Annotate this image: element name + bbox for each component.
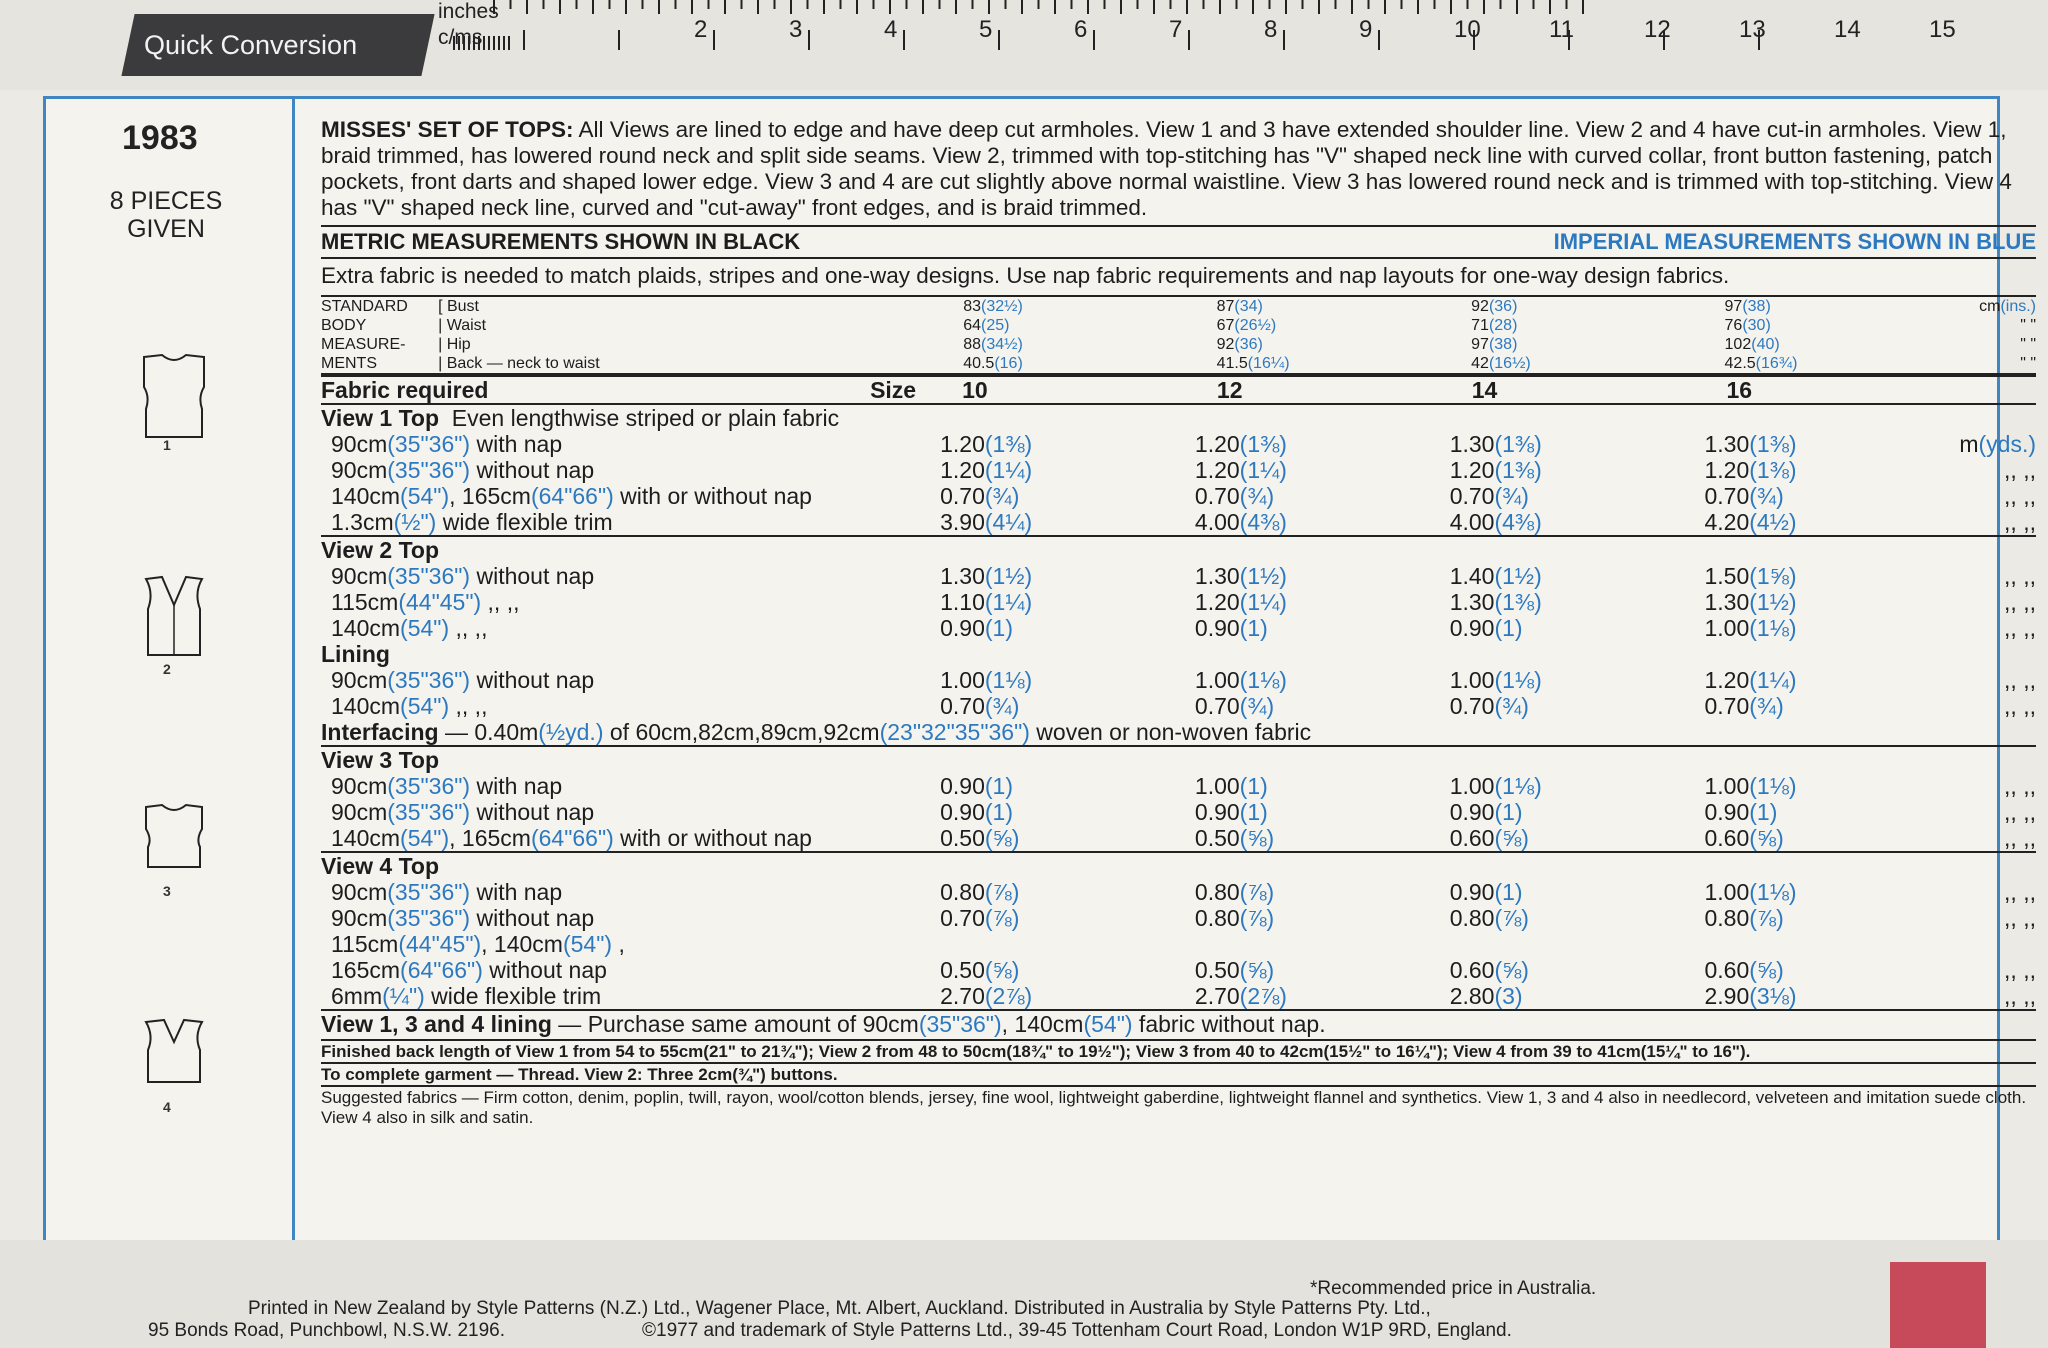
lining-title-row [321, 641, 2036, 667]
fabric-unit: ,, ,, [2004, 879, 2036, 905]
conversion-ruler [424, 0, 2048, 60]
body-measure-name: [ Bust [438, 298, 479, 315]
view-title-row [321, 852, 2036, 879]
fabric-width: 1.3cm(½") wide flexible trim [331, 509, 613, 535]
view-title: View 2 Top [321, 536, 2036, 563]
interfacing-row [321, 719, 2036, 746]
fabric-unit: ,, ,, [2004, 825, 2036, 851]
fabric-header-row [321, 376, 2036, 404]
fabric-unit [1959, 931, 2036, 957]
fabric-amount [1705, 931, 1960, 957]
description [321, 117, 2036, 221]
fabric-row [321, 825, 2036, 852]
fabric-amount: 0.80(⅞) [940, 879, 1020, 905]
ruler-cm-10: 10 [1454, 16, 1481, 43]
fabric-amount: 1.00(1⅛) [1704, 879, 1797, 905]
fabric-row [321, 431, 2036, 457]
body-row [321, 354, 2036, 374]
body-value: 42.5(16¾) [1724, 355, 1798, 372]
quick-conversion-badge: Quick Conversion [121, 14, 434, 76]
fabric-amount: 0.90(1) [1449, 879, 1523, 905]
fabric-width: 115cm(44"45"), 140cm(54") , [331, 931, 625, 957]
fabric-width: 140cm(54") ,, ,, [331, 615, 488, 641]
ruler-cm-4: 4 [884, 16, 898, 43]
fabric-unit: ,, ,, [2004, 483, 2036, 509]
fabric-amount: 0.50(⅝) [1194, 825, 1275, 851]
fabric-amount: 2.70(2⅞) [940, 983, 1033, 1009]
metric-heading: METRIC MEASUREMENTS SHOWN IN BLACK [321, 229, 801, 254]
body-value: 40.5(16) [963, 355, 1023, 372]
view-1-sketch-icon [124, 347, 224, 507]
fabric-amount: 1.20(1⅜) [1194, 431, 1287, 457]
content-area [321, 117, 2036, 1128]
fabric-amount: 1.30(1⅜) [1449, 589, 1542, 615]
fabric-amount: 1.40(1½) [1449, 563, 1542, 589]
complete-garment: To complete garment — Thread. View 2: Three 2cm(¾") buttons. [321, 1062, 2036, 1085]
fabric-amount: 0.80(⅞) [1194, 879, 1275, 905]
fabric-amount: 1.30(1½) [1704, 589, 1797, 615]
fabric-amount: 0.90(1) [1449, 615, 1523, 641]
fabric-amount: 1.20(1¼) [1704, 667, 1797, 693]
pieces-given: 8 PIECES GIVEN [109, 187, 223, 243]
body-row [321, 316, 2036, 335]
ruler-cm-3: 3 [789, 16, 803, 43]
fabric-amount: 1.20(1¼) [940, 457, 1033, 483]
fabric-unit: ,, ,, [2004, 615, 2036, 641]
size-header: 10 [940, 376, 1195, 404]
fabric-amount: 0.90(1) [1704, 799, 1778, 825]
copyright: ©1977 and trademark of Style Patterns Ltd., 39-45 Tottenham Court Road, London W1P 9RD, England. [642, 1320, 1512, 1341]
body-measure-name: | Waist [438, 317, 487, 334]
fabric-width: 165cm(64"66") without nap [331, 957, 607, 983]
fabric-row [321, 483, 2036, 509]
description-text: All Views are lined to edge and have deep cut armholes. View 1 and 3 have extended shoulder line. View 2 and 4 have cut-in armholes. View 1, braid trimmed, has lowered round neck and split side seams. View 2, trimmed with top-stitching has "V" shaped neck line with curved collar, front button fastening, patch pockets, front darts and shaped lower edge. View 3 and 4 are cut slightly above normal waistline. View 3 has lowered round neck and is trimmed with top-stitching. View 4 has "V" shaped neck line, curved and "cut-away" front edges, and is braid trimmed. [321, 117, 2012, 220]
fabric-amount: 2.90(3⅛) [1704, 983, 1797, 1009]
fabric-amount: 0.80(⅞) [1194, 905, 1275, 931]
fabric-amount: 0.90(1) [1449, 799, 1523, 825]
view-3-number: 3 [163, 883, 171, 899]
fabric-amount: 1.00(1⅛) [940, 667, 1033, 693]
fabric-width: 90cm(35"36") without nap [331, 563, 595, 589]
ruler-strip [0, 0, 2048, 90]
fabric-row [321, 589, 2036, 615]
fabric-amount [1195, 931, 1450, 957]
view-title: View 3 Top [321, 746, 2036, 773]
ruler-cm-5: 5 [979, 16, 993, 43]
fabric-unit: ,, ,, [2004, 957, 2036, 983]
fabric-width: 90cm(35"36") with nap [331, 879, 563, 905]
body-row [321, 296, 2036, 316]
body-measure-name: | Hip [438, 336, 471, 353]
fabric-amount: 0.70(¾) [1704, 483, 1784, 509]
fabric-row [321, 615, 2036, 641]
fabric-amount: 3.90(4¼) [940, 509, 1033, 535]
fabric-amount: 1.20(1⅜) [1704, 457, 1797, 483]
fabric-amount: 4.00(4⅜) [1194, 509, 1287, 535]
ruler-cm-14: 14 [1834, 16, 1861, 43]
fabric-unit: ,, ,, [2004, 457, 2036, 483]
fabric-row [321, 879, 2036, 905]
recommended-price-note: *Recommended price in Australia. [1310, 1278, 1597, 1299]
ruler-cm-13: 13 [1739, 16, 1766, 43]
fabric-unit: ,, ,, [2004, 773, 2036, 799]
fabric-width: 90cm(35"36") without nap [331, 905, 595, 931]
view-title: View 1 Top Even lengthwise striped or plain fabric [321, 404, 2036, 431]
fabric-width: 90cm(35"36") without nap [331, 667, 595, 693]
fabric-width: 6mm(¼") wide flexible trim [331, 983, 602, 1009]
body-label: MENTS [321, 355, 377, 372]
fabric-unit: ,, ,, [2004, 799, 2036, 825]
fabric-amount: 1.20(1¼) [1194, 589, 1287, 615]
ruler-ticks [424, 0, 2048, 60]
ruler-cm-9: 9 [1359, 16, 1373, 43]
fabric-amount: 0.70(⅞) [940, 905, 1020, 931]
fabric-row [321, 693, 2036, 719]
ruler-cm-8: 8 [1264, 16, 1278, 43]
fabric-amount: 1.30(1½) [940, 563, 1033, 589]
fabric-unit: ,, ,, [2004, 983, 2036, 1009]
fabric-amount: 0.70(¾) [1449, 693, 1529, 719]
fabric-amount: 1.00(1⅛) [1194, 667, 1287, 693]
ruler-cm-2: 2 [694, 16, 708, 43]
view-4-number: 4 [163, 1099, 171, 1115]
fabric-amount: 1.20(1⅜) [940, 431, 1033, 457]
lining-title: Lining [321, 641, 390, 667]
view-1-number: 1 [163, 437, 171, 453]
body-measure-name: | Back — neck to waist [438, 355, 600, 372]
fabric-row [321, 457, 2036, 483]
fabric-amount: 0.90(1) [1194, 799, 1268, 825]
description-title: MISSES' SET OF TOPS: [321, 117, 574, 142]
fabric-amount: 1.00(1⅛) [1449, 773, 1542, 799]
body-unit: " " [2020, 336, 2036, 353]
ruler-cm-12: 12 [1644, 16, 1671, 43]
fabric-row [321, 773, 2036, 799]
fabric-amount: 4.00(4⅜) [1449, 509, 1542, 535]
fabric-amount: 1.20(1⅜) [1449, 457, 1542, 483]
body-value: 76(30) [1724, 317, 1771, 334]
pattern-number: 1983 [122, 119, 198, 157]
fabric-width: 90cm(35"36") without nap [331, 799, 595, 825]
side-column [46, 99, 295, 1243]
fabric-amount: 4.20(4½) [1704, 509, 1797, 535]
body-unit: cm(ins.) [1979, 298, 2036, 315]
view-2-number: 2 [163, 661, 171, 677]
fabric-amount: 0.90(1) [940, 773, 1013, 799]
fabric-width: 115cm(44"45") ,, ,, [331, 589, 520, 615]
fabric-amount [1450, 931, 1705, 957]
fabric-unit: m(yds.) [1959, 431, 2036, 457]
cms-label: c/ms [438, 26, 483, 49]
fabric-row [321, 983, 2036, 1010]
fabric-amount: 1.30(1½) [1194, 563, 1287, 589]
finished-back-length: Finished back length of View 1 from 54 to 55cm(21" to 21¾"); View 2 from 48 to 50cm(18¾" to 19½"); View 3 from 40 to 42cm(15½" to 16¼"); View 4 from 39 to 41cm(15¼" to 16"). [321, 1039, 2036, 1062]
notes-block [321, 1039, 2036, 1128]
fabric-unit: ,, ,, [2004, 563, 2036, 589]
fabric-row [321, 563, 2036, 589]
printed-by: Printed in New Zealand by Style Patterns (N.Z.) Ltd., Wagener Place, Mt. Albert, Auckland. Distributed in Australia by Style Patterns Pty. Ltd., [248, 1298, 1431, 1319]
fabric-amount: 1.00(1⅛) [1704, 615, 1797, 641]
body-value: 87(34) [1216, 298, 1263, 315]
fabric-amount: 0.90(1) [1194, 615, 1268, 641]
view-2-sketch-icon [124, 569, 224, 669]
body-value: 92(36) [1216, 336, 1263, 353]
lining-note-row [321, 1010, 2036, 1037]
size-header: 12 [1195, 376, 1450, 404]
fabric-amount: 0.60(⅝) [1449, 957, 1529, 983]
fabric-amount: 1.30(1⅜) [1704, 431, 1797, 457]
fabric-width: 90cm(35"36") with nap [331, 773, 563, 799]
ruler-cm-7: 7 [1169, 16, 1183, 43]
body-value: 92(36) [1471, 298, 1518, 315]
view-title-row [321, 404, 2036, 431]
view-4-sketch-icon [124, 1014, 224, 1094]
fabric-amount: 1.00(1⅛) [1704, 773, 1797, 799]
fabric-amount: 0.70(¾) [940, 483, 1020, 509]
view-title-row [321, 746, 2036, 773]
fabric-row [321, 509, 2036, 536]
fabric-amount: 0.70(¾) [1449, 483, 1529, 509]
fabric-width: 140cm(54"), 165cm(64"66") with or without nap [331, 825, 812, 851]
size-header: 16 [1705, 376, 1960, 404]
fabric-unit: ,, ,, [2004, 905, 2036, 931]
body-label: STANDARD [321, 298, 408, 315]
ruler-cm-11: 11 [1549, 16, 1574, 43]
fabric-unit: ,, ,, [2004, 667, 2036, 693]
fabric-amount: 1.50(1⅝) [1704, 563, 1797, 589]
fabric-row [321, 931, 2036, 957]
size-header: 14 [1450, 376, 1705, 404]
fabric-amount: 0.70(¾) [940, 693, 1020, 719]
fabric-amount: 2.80(3) [1449, 983, 1523, 1009]
fabric-unit: ,, ,, [2004, 589, 2036, 615]
body-label: BODY [321, 317, 367, 334]
address: 95 Bonds Road, Punchbowl, N.S.W. 2196. [148, 1320, 505, 1341]
fabric-amount: 0.50(⅝) [1194, 957, 1275, 983]
fabric-required-label: Fabric required Size [321, 376, 940, 404]
body-unit: " " [2020, 317, 2036, 334]
suggested-fabrics: Suggested fabrics — Firm cotton, denim, poplin, twill, rayon, wool/cotton blends, jersey, fine wool, lightweight gaberdine, lightweight flannel and synthetics. View 1, 3 and 4 also in needlecord, velveteen and imitation suede cloth. View 4 also in silk and satin. [321, 1085, 2036, 1128]
fabric-amount [940, 931, 1195, 957]
fabric-amount: 1.00(1) [1194, 773, 1268, 799]
fabric-unit: ,, ,, [2004, 509, 2036, 535]
body-value: 67(26½) [1216, 317, 1277, 334]
body-value: 83(32½) [963, 298, 1023, 315]
fabric-amount: 0.70(¾) [1194, 483, 1275, 509]
measurement-headings [321, 225, 2036, 259]
price-sticker [1890, 1262, 1986, 1348]
view-title: View 4 Top [321, 852, 2036, 879]
body-value: 88(34½) [963, 336, 1023, 353]
view-title-row [321, 536, 2036, 563]
fabric-amount: 0.90(1) [940, 615, 1013, 641]
inches-label: inches [438, 0, 499, 23]
fabric-unit: ,, ,, [2004, 693, 2036, 719]
fabric-row [321, 905, 2036, 931]
fabric-amount: 1.30(1⅜) [1449, 431, 1542, 457]
fabric-row [321, 957, 2036, 983]
fabric-amount: 0.50(⅝) [940, 825, 1020, 851]
body-measurements-table [321, 295, 2036, 375]
fabric-amount: 1.20(1¼) [1194, 457, 1287, 483]
fabric-amount: 1.00(1⅛) [1449, 667, 1542, 693]
fabric-amount: 0.60(⅝) [1704, 957, 1784, 983]
fabric-amount: 0.70(¾) [1194, 693, 1275, 719]
interfacing-note: Interfacing — 0.40m(½yd.) of 60cm,82cm,89cm,92cm(23"32"35"36") woven or non-woven fabric [321, 719, 1312, 745]
fabric-width: 90cm(35"36") without nap [331, 457, 595, 483]
body-value: 71(28) [1471, 317, 1518, 334]
imperial-heading: IMPERIAL MEASUREMENTS SHOWN IN BLUE [1553, 229, 2036, 254]
body-value: 64(25) [963, 317, 1010, 334]
fabric-width: 140cm(54") ,, ,, [331, 693, 488, 719]
ruler-cm-15: 15 [1929, 16, 1956, 43]
fabric-amount: 1.10(1¼) [940, 589, 1033, 615]
body-unit: " " [2020, 355, 2036, 372]
fabric-width: 90cm(35"36") with nap [331, 431, 563, 457]
fabric-amount: 0.90(1) [940, 799, 1013, 825]
body-label: MEASURE- [321, 336, 406, 353]
fabric-row [321, 799, 2036, 825]
body-value: 97(38) [1724, 298, 1771, 315]
fabric-amount: 0.70(¾) [1704, 693, 1784, 719]
body-value: 102(40) [1724, 336, 1780, 353]
body-value: 97(38) [1471, 336, 1518, 353]
fabric-amount: 0.80(⅞) [1449, 905, 1529, 931]
fabric-row [321, 667, 2036, 693]
fabric-width: 140cm(54"), 165cm(64"66") with or without nap [331, 483, 812, 509]
body-value: 42(16½) [1471, 355, 1531, 372]
fabric-amount: 0.60(⅝) [1704, 825, 1784, 851]
body-value: 41.5(16¼) [1216, 355, 1290, 372]
fabric-requirements-table [321, 375, 2036, 1037]
fabric-amount: 2.70(2⅞) [1194, 983, 1287, 1009]
lining-note: View 1, 3 and 4 lining — Purchase same amount of 90cm(35"36"), 140cm(54") fabric without nap. [321, 1010, 2036, 1037]
fabric-amount: 0.50(⅝) [940, 957, 1020, 983]
fabric-amount: 0.60(⅝) [1449, 825, 1529, 851]
extra-fabric-note: Extra fabric is needed to match plaids, stripes and one-way designs. Use nap fabric requirements and nap layouts for one-way design fabrics. [321, 263, 1730, 288]
view-3-sketch-icon [124, 799, 224, 879]
fabric-amount: 0.80(⅞) [1704, 905, 1784, 931]
body-row [321, 335, 2036, 354]
pattern-info-panel [43, 96, 2036, 1246]
ruler-cm-6: 6 [1074, 16, 1088, 43]
